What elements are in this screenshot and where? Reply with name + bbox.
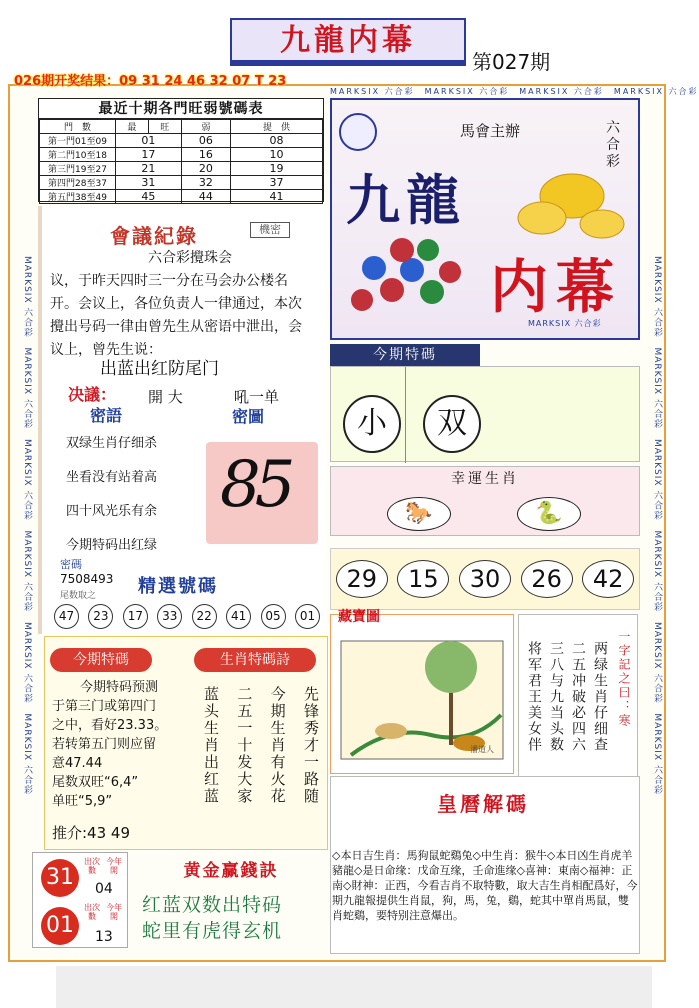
table-row: 第一門01至09 01 06 08 (40, 134, 323, 148)
special-value: 双 (423, 395, 481, 453)
clue-line: 坐看没有站着高 (66, 470, 158, 485)
art-lottery: 六合彩 (606, 120, 620, 170)
table-row: 第五門38至49 45 44 41 (40, 190, 323, 204)
pick-number: 23 (88, 604, 113, 629)
poem-column: 先锋秀才一路随 (301, 686, 320, 805)
emperor-calendar-text: ◇本日吉生肖：馬狗鼠蛇鷄兔◇中生肖：猴牛◇本日凶生肖虎羊豬龍◇是日命缘：戊命互缘，壬命進缘◇喜神：東南◇福神：正南◇財神：正西，今看吉肖不取特數，取大吉生肖相配爲好，今期九龍報提供生肖鼠，狗，馬，兔，鷄，蛇其中單肖馬鼠，雙肖蛇鷄，要特别注意爆出。 (332, 849, 638, 922)
art-title-nine-dragons: 九龍 (346, 168, 466, 232)
gold-formula-line: 红蓝双数出特码 (142, 894, 283, 916)
lucky-number: 29 (336, 560, 388, 598)
pick-number: 01 (295, 604, 320, 629)
col-header: 門 數 (40, 120, 116, 134)
poem-column: 三八与九当头数 (548, 641, 564, 753)
lucky-number: 42 (582, 560, 634, 598)
gold-formula-head: 黄金赢錢訣 (183, 861, 279, 881)
yearly-count-box (32, 852, 128, 948)
lucky-number: 30 (459, 560, 511, 598)
year-tag: 今年開 (106, 903, 122, 921)
poem-column: 二五一十发大家 (235, 686, 254, 805)
special-code-text: 今期特码预测 于第三门或第四门 之中，看好23.33。 若转第五门则应留 意47.44 尾数双旺“6,4” 单旺“5,9” (52, 680, 168, 809)
poem-column: 将军君王美女伴 (526, 641, 542, 753)
code-label: 密碼 (60, 558, 82, 571)
art-title-inside: 内幕 (490, 253, 623, 321)
table-row: 第四門28至37 31 32 37 (40, 176, 323, 190)
decree-roar: 吼一单 (234, 388, 280, 406)
table-row: 第二門10至18 17 16 10 (40, 148, 323, 162)
top-border-strip: MARKSIX 六合彩 MARKSIX 六合彩 MARKSIX 六合彩 MARKSIX 六合彩 (330, 87, 699, 96)
meeting-title: 會議紀錄 (110, 224, 198, 248)
poem-column: 蓝头生肖出红蓝 (202, 686, 220, 805)
count-value: 13 (95, 929, 113, 945)
pick-number: 22 (192, 604, 217, 629)
col-header: 提 供 (230, 120, 322, 134)
col-header: 旺 (148, 120, 181, 134)
picks-title: 精選號碼 (138, 576, 218, 597)
decree-open: 開 大 (148, 388, 183, 406)
count-tag: 出次數 (84, 857, 100, 875)
table-title: 最近十期各門旺弱號碼表 (39, 99, 323, 119)
special-code-head: 今期特碼 (50, 648, 152, 672)
col-header: 弱 (181, 120, 230, 134)
number-row (330, 548, 640, 610)
count-value: 04 (95, 881, 113, 897)
col-header: 最 (116, 120, 149, 134)
poem-column: 二五冲破必四六 (570, 641, 586, 753)
gold-formula-line: 蛇里有虎得玄机 (142, 920, 283, 942)
code-value: 7508493 (60, 572, 114, 586)
lucky-number: 15 (397, 560, 449, 598)
pick-number: 05 (261, 604, 286, 629)
count-number: 01 (41, 907, 79, 945)
table-row: 第三門19至27 21 20 19 (40, 162, 323, 176)
secret-map-box (206, 442, 318, 544)
clue-line: 今期特码出红绿 (66, 538, 158, 553)
treasure-title: 藏寶圖 (338, 609, 380, 625)
horse-icon: 🐎 (387, 497, 451, 531)
clue-line: 双绿生肖仔细杀 (66, 436, 158, 451)
lucky-number: 26 (521, 560, 573, 598)
meeting-highlight: 出蓝出红防尾门 (100, 359, 219, 379)
footer-band (56, 966, 652, 1008)
selected-numbers (54, 604, 320, 628)
special-code-box (330, 366, 640, 462)
art-logo: MARKSIX 六合彩 (528, 319, 602, 328)
zodiac-poem-head: 生肖特碼詩 (194, 648, 316, 672)
meeting-body: 议，于昨天四时三一分在马会办公楼名开。会议上，各位负责人一律通过，本次攪出号码一律由曾先生从密语中泄出，会议上，曾先生说： (50, 273, 302, 358)
art-host: 馬會主辦 (460, 122, 521, 140)
one-word-label: 一字記之曰：寒 (617, 630, 631, 728)
meeting-org: 六合彩攪珠会 (148, 250, 232, 266)
poem-column: 今期生肖有火花 (268, 686, 287, 805)
pick-number: 41 (226, 604, 251, 629)
year-tag: 今年開 (106, 857, 122, 875)
code-note: 尾数取之 (60, 591, 97, 601)
snake-icon: 🐍 (517, 497, 581, 531)
special-value: 小 (343, 395, 401, 453)
left-border-strip: MARKSIX 六合彩 MARKSIX 六合彩 MARKSIX 六合彩 MARKSIX 六合彩 MARKSIX 六合彩 MARKSIX 六合彩 (22, 255, 32, 795)
count-number: 31 (41, 859, 79, 897)
handwritten-number: 85 (220, 448, 290, 522)
hot-weak-table (38, 98, 324, 202)
right-border-strip: MARKSIX 六合彩 MARKSIX 六合彩 MARKSIX 六合彩 MARKSIX 六合彩 MARKSIX 六合彩 MARKSIX 六合彩 (652, 255, 662, 795)
title-text: 九龍内幕 (280, 23, 416, 58)
decree-label: 决議： (68, 385, 117, 404)
zodiac-poem (200, 686, 322, 842)
emperor-calendar-head: 皇曆解碼 (437, 792, 529, 816)
count-tag: 出次數 (84, 903, 100, 921)
special-code-head: 今期特碼 (330, 344, 480, 366)
title-banner (230, 18, 466, 66)
secret-words-label: 密語 (90, 406, 123, 425)
previous-results: 026期开奖结果：09 31 24 46 32 07 T 23 (14, 74, 287, 89)
pick-number: 47 (54, 604, 79, 629)
recommend-line: 推介:43 49 (52, 824, 130, 842)
secret-map-label: 密圖 (232, 407, 265, 426)
pick-number: 33 (157, 604, 182, 629)
secret-stamp: 機密 (250, 222, 290, 238)
lucky-zodiac-head: 幸運生肖 (451, 471, 519, 487)
issue-number: 第027期 (472, 50, 551, 74)
clue-line: 四十风光乐有余 (66, 504, 158, 519)
pick-number: 17 (123, 604, 148, 629)
treasure-signature: 潘道人 (470, 745, 494, 754)
poem-column: 两绿生肖仔细查 (592, 641, 608, 753)
